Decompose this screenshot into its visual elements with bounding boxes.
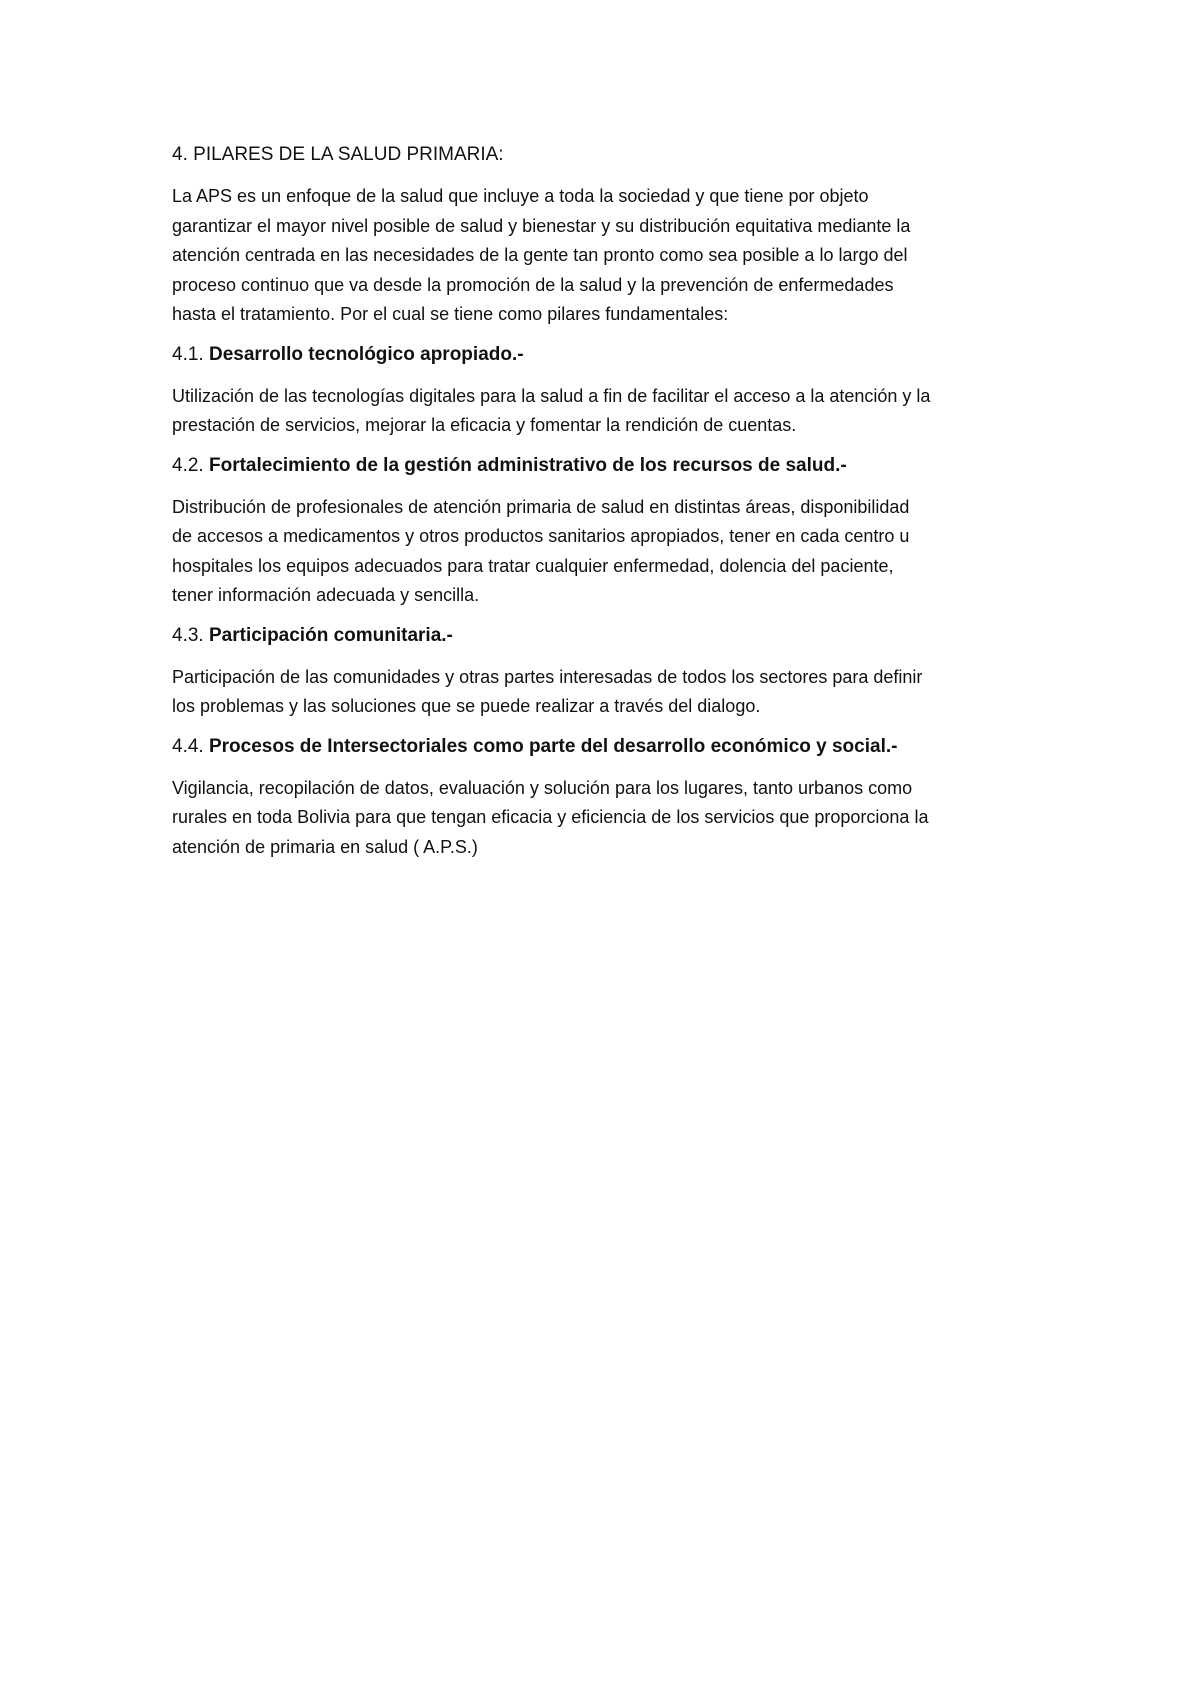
- section-title: Participación comunitaria.-: [208, 624, 453, 646]
- section-title: Fortalecimiento de la gestión administrativo de los recursos de salud.-: [208, 454, 847, 476]
- text-line: tener información adecuada y sencilla.: [172, 585, 480, 605]
- text-line: hasta el tratamiento. Por el cual se tiene como pilares fundamentales:: [172, 304, 729, 324]
- heading-number: 4.: [172, 144, 188, 165]
- page-title: [172, 140, 1052, 170]
- text-line: de accesos a medicamentos y otros productos sanitarios apropiados, tener en cada centro u: [172, 526, 910, 546]
- text-line: atención centrada en las necesidades de la gente tan pronto como sea posible a lo largo del: [172, 245, 908, 265]
- section-heading-4-1: [172, 340, 1052, 370]
- section-heading-4-2: [172, 451, 1052, 481]
- text-line: Vigilancia, recopilación de datos, evaluación y solución para los lugares, tanto urbanos como: [172, 777, 913, 798]
- text-line: La APS es un enfoque de la salud que incluye a toda la sociedad y que tiene por objeto: [172, 186, 869, 206]
- section-heading-4-3: [172, 621, 1052, 651]
- section-number: 4.2.: [172, 454, 204, 476]
- section-paragraph-4-1: [172, 382, 1052, 441]
- section-title: Desarrollo tecnológico apropiado.-: [208, 343, 524, 365]
- heading-title: PILARES DE LA SALUD PRIMARIA:: [193, 144, 504, 165]
- text-line: los problemas y las soluciones que se puede realizar a través del dialogo.: [172, 696, 761, 716]
- section-paragraph-4-4: [172, 774, 1052, 863]
- text-line: rurales en toda Bolivia para que tengan eficacia y eficiencia de los servicios que proporciona la: [172, 807, 929, 827]
- section-title: Procesos de Intersectoriales como parte del desarrollo económico y social.-: [208, 735, 898, 757]
- document-page: [172, 140, 1052, 872]
- section-heading-4-4: [172, 732, 1052, 762]
- section-paragraph-4-2: [172, 493, 1052, 611]
- text-line: Distribución de profesionales de atención primaria de salud en distintas áreas, disponibilidad: [172, 496, 910, 517]
- section-number: 4.3.: [172, 624, 204, 646]
- section-paragraph-4-3: [172, 663, 1052, 722]
- text-line: atención de primaria en salud ( A.P.S.): [172, 836, 478, 857]
- text-line: Participación de las comunidades y otras partes interesadas de todos los sectores para definir: [172, 666, 923, 687]
- text-line: proceso continuo que va desde la promoción de la salud y la prevención de enfermedades: [172, 274, 894, 295]
- intro-paragraph: [172, 182, 1052, 330]
- text-line: hospitales los equipos adecuados para tratar cualquier enfermedad, dolencia del paciente,: [172, 555, 894, 576]
- text-line: garantizar el mayor nivel posible de salud y bienestar y su distribución equitativa mediante la: [172, 215, 911, 236]
- text-line: prestación de servicios, mejorar la eficacia y fomentar la rendición de cuentas.: [172, 415, 797, 435]
- section-number: 4.1.: [172, 343, 204, 365]
- section-number: 4.4.: [172, 735, 204, 757]
- text-line: Utilización de las tecnologías digitales para la salud a fin de facilitar el acceso a la atención y la: [172, 385, 931, 406]
